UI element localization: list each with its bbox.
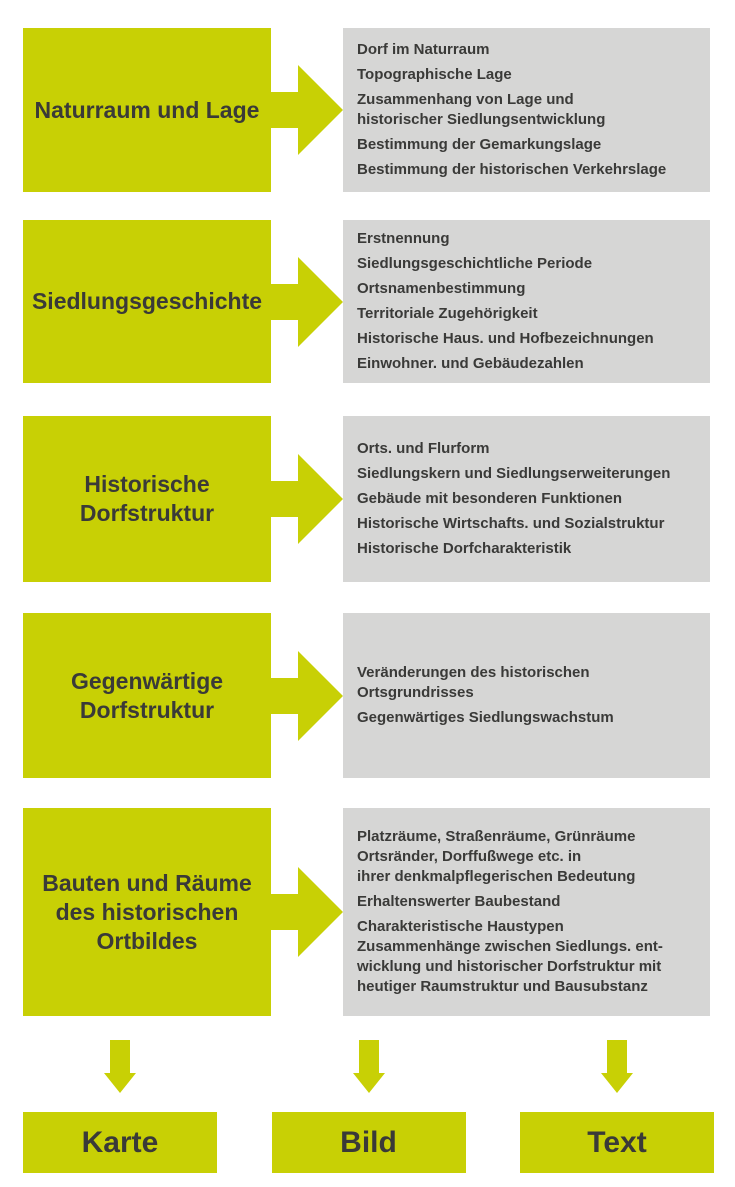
down-arrow-cell-karte (23, 1040, 217, 1093)
right-arrow-icon (271, 416, 343, 582)
right-arrow-head (298, 867, 343, 957)
detail-item: Dorf im Naturraum (357, 41, 490, 58)
detail-box-naturraum (343, 28, 710, 192)
detail-item: Gebäude mit besonderen Funktionen (357, 490, 623, 507)
section-row-siedlungsgeschichte (23, 220, 710, 383)
down-arrow-head (601, 1073, 633, 1093)
section-row-gegenwaertige-dorfstruktur (23, 613, 710, 778)
detail-item: Historische Haus. und Hofbezeichnungen (357, 330, 654, 347)
topic-title: Bauten und Räume des historischen Ortbildes (42, 869, 252, 954)
down-arrow-icon (353, 1040, 385, 1093)
topic-title: Historische Dorfstruktur (79, 471, 215, 526)
output-label: Bild (340, 1125, 397, 1159)
right-arrow-tail (271, 481, 298, 517)
down-arrow-head (353, 1073, 385, 1093)
topic-box-naturraum (23, 28, 271, 192)
section-row-bauten-und-raeume (23, 808, 710, 1016)
detail-item: Bestimmung der historischen Verkehrslage (357, 161, 667, 178)
topic-title: Siedlungsgeschichte (31, 288, 263, 314)
right-arrow-head (298, 454, 343, 544)
down-arrow-tail (359, 1040, 379, 1073)
detail-box-siedlungsgeschichte (343, 220, 710, 383)
down-arrow-tail (110, 1040, 130, 1073)
right-arrow-tail (271, 92, 298, 128)
detail-item: Erhaltenswerter Baubestand (357, 893, 561, 910)
detail-item: Zusammenhang von Lage und historischer Siedlungsentwicklung (357, 91, 606, 128)
topic-title: Gegenwärtige Dorfstruktur (70, 667, 224, 723)
detail-item: Orts. und Flurform (357, 440, 490, 457)
detail-box-historische-dorfstruktur (343, 416, 710, 582)
down-arrow-head (104, 1073, 136, 1093)
down-arrow-icon (104, 1040, 136, 1093)
section-row-naturraum (23, 28, 710, 192)
right-arrow-tail (271, 678, 298, 714)
right-arrow-icon (271, 613, 343, 778)
topic-box-gegenwaertige-dorfstruktur (23, 613, 271, 778)
output-box-bild (272, 1112, 466, 1173)
outputs-row (23, 1112, 714, 1173)
down-arrow-cell-text (520, 1040, 714, 1093)
output-box-text (520, 1112, 714, 1173)
down-arrow-cell-bild (272, 1040, 466, 1093)
topic-title: Naturraum und Lage (34, 96, 260, 123)
detail-item: Historische Dorfcharakteristik (357, 540, 572, 557)
topic-box-siedlungsgeschichte (23, 220, 271, 383)
detail-item: Topographische Lage (357, 66, 512, 83)
detail-item: Territoriale Zugehörigkeit (357, 305, 538, 322)
detail-box-bauten-und-raeume (343, 808, 710, 1016)
detail-item: Gegenwärtiges Siedlungswachstum (357, 709, 614, 726)
output-box-karte (23, 1112, 217, 1173)
output-label: Text (587, 1125, 647, 1159)
section-row-historische-dorfstruktur (23, 416, 710, 582)
right-arrow-head (298, 65, 343, 155)
detail-item: Bestimmung der Gemarkungslage (357, 136, 602, 153)
right-arrow-tail (271, 894, 298, 930)
topic-box-bauten-und-raeume (23, 808, 271, 1016)
right-arrow-icon (271, 220, 343, 383)
detail-item: Siedlungsgeschichtliche Periode (357, 255, 593, 272)
detail-item: Einwohner. und Gebäudezahlen (357, 355, 584, 372)
right-arrow-head (298, 257, 343, 347)
right-arrow-tail (271, 284, 298, 320)
detail-item: Ortsnamenbestimmung (357, 280, 526, 297)
detail-item: Veränderungen des historischen Ortsgrundrisses (357, 664, 590, 701)
detail-item: Charakteristische Haustypen Zusammenhänge zwischen Siedlungs. ent- wicklung und historischer Dorfstruktur mit heutiger Raumstruktur und Bausubstanz (357, 918, 663, 995)
detail-box-gegenwaertige-dorfstruktur (343, 613, 710, 778)
right-arrow-icon (271, 28, 343, 192)
right-arrow-icon (271, 808, 343, 1016)
detail-item: Historische Wirtschafts. und Sozialstruktur (357, 515, 665, 532)
right-arrow-head (298, 651, 343, 741)
detail-item: Siedlungskern und Siedlungserweiterungen (357, 465, 671, 482)
down-arrow-icon (601, 1040, 633, 1093)
output-label: Karte (81, 1125, 159, 1159)
output-arrows-row (23, 1040, 714, 1093)
topic-box-historische-dorfstruktur (23, 416, 271, 582)
down-arrow-tail (607, 1040, 627, 1073)
detail-item: Platzräume, Straßenräume, Grünräume Ortsränder, Dorffußwege etc. in ihrer denkmalpflegerischen Bedeutung (357, 828, 636, 885)
detail-item: Erstnennung (357, 230, 450, 247)
